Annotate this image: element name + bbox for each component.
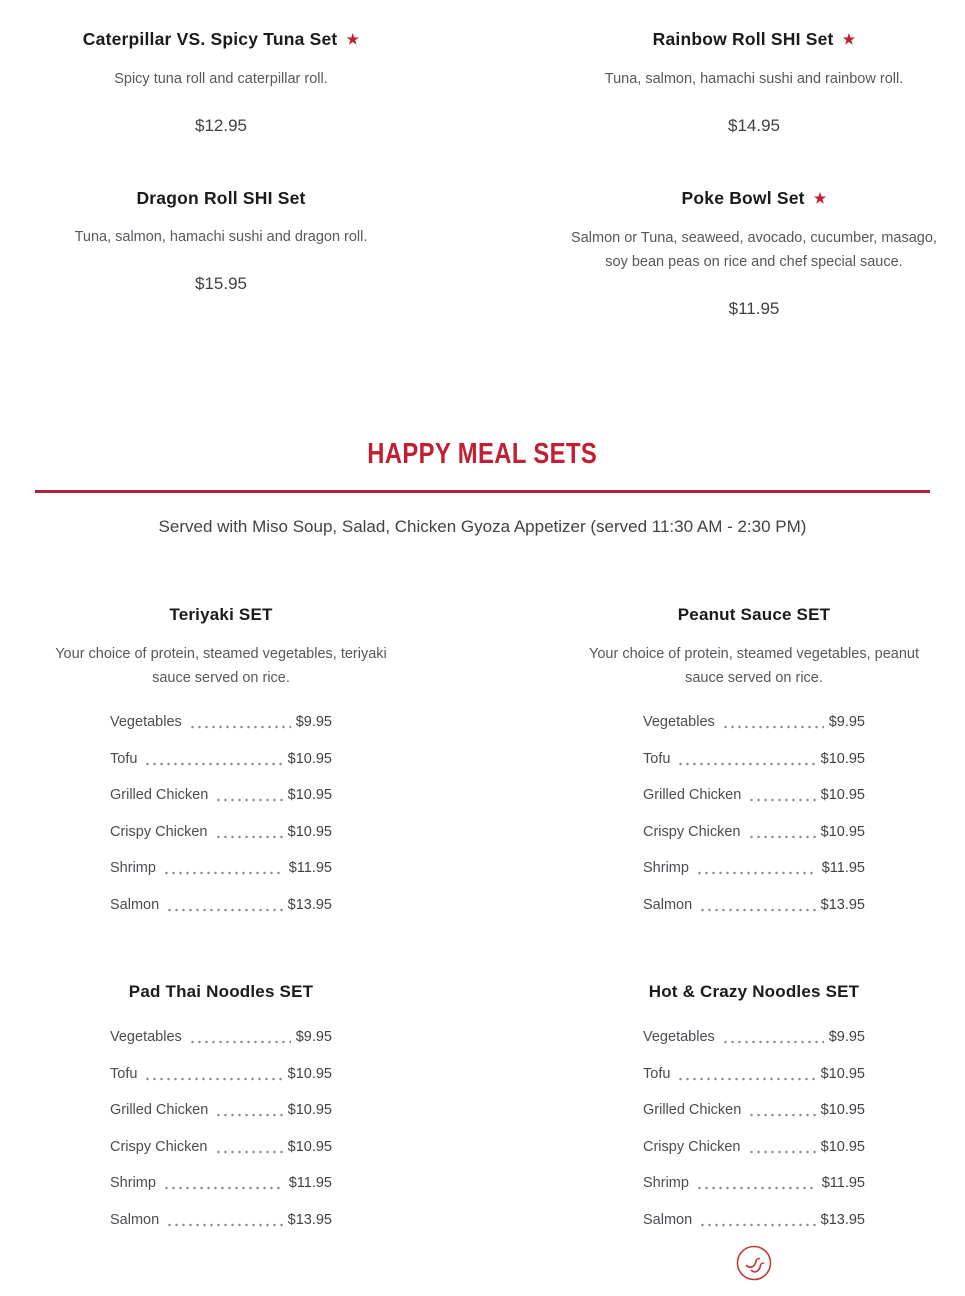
dotted-leader [748,835,816,839]
price-list-row [643,887,865,924]
menu-item-description: Tuna, salmon, hamachi sushi and dragon roll. [74,229,368,245]
menu-item-rainbow-roll-shi-set [559,26,949,139]
price-list-label: Crispy Chicken [110,1138,208,1155]
menu-item-title [559,26,949,53]
price-list-row [643,741,865,778]
dotted-leader [699,908,815,912]
menu-item-name: Dragon Roll SHI Set [136,188,306,208]
menu-item-name: Poke Bowl Set [681,188,805,208]
price-list-price: $10.95 [287,1102,332,1119]
price-list-label: Crispy Chicken [643,823,741,840]
price-list-row [110,1165,332,1202]
price-list-row [643,1202,865,1239]
dotted-leader [677,1077,815,1081]
set-peanut-sauce [559,602,949,923]
price-list-label: Grilled Chicken [110,1102,209,1119]
set-title: Hot & Crazy Noodles SET [648,982,860,1001]
price-list-label: Crispy Chicken [110,823,208,840]
price-list-price: $11.95 [821,1175,865,1192]
dotted-leader [166,908,282,912]
price-list-label: Tofu [110,1065,138,1082]
price-list-row [110,1202,332,1239]
price-list-row [643,1019,865,1056]
price-list-price: $11.95 [288,860,332,877]
section-title: HAPPY MEAL SETS [367,438,598,470]
set-description: Your choice of protein, steamed vegetables, teriyaki sauce served on rice. [55,646,387,686]
price-list [110,1019,332,1238]
menu-item-price: $12.95 [195,116,247,135]
price-list-price: $10.95 [287,750,332,767]
price-list-label: Vegetables [643,1029,715,1046]
price-list-row [643,814,865,851]
menu-item-name: Rainbow Roll SHI Set [652,29,834,49]
price-list-row [110,777,332,814]
menu-item-title [26,26,416,53]
price-list-price: $13.95 [820,1211,865,1228]
price-list-row [110,814,332,851]
chili-peppers-icon [735,1244,773,1282]
price-list [643,1019,865,1238]
menu-item-price: $11.95 [728,299,780,318]
star-icon: ★ [813,190,827,206]
price-list-label: Shrimp [643,860,689,877]
price-list-label: Salmon [643,896,693,913]
set-hot-and-crazy-noodles [559,979,949,1282]
price-list-row [110,1019,332,1056]
menu-item-description: Salmon or Tuna, seaweed, avocado, cucumber, masago, soy bean peas on rice and chef special sauce. [571,230,937,270]
price-list-label: Grilled Chicken [643,1102,742,1119]
price-list-price: $10.95 [287,1138,332,1155]
price-list-row [643,704,865,741]
price-list-row [643,1092,865,1129]
dotted-leader [144,1077,282,1081]
price-list [110,704,332,923]
set-teriyaki [26,602,416,923]
price-list-label: Grilled Chicken [110,787,209,804]
dotted-leader [189,1040,291,1044]
dotted-leader [189,725,291,729]
dotted-leader [722,725,824,729]
star-icon: ★ [346,31,360,47]
price-list-price: $9.95 [295,714,332,731]
set-title: Pad Thai Noodles SET [128,982,314,1001]
price-list-price: $13.95 [287,896,332,913]
price-list-row [110,704,332,741]
dotted-leader [215,798,282,802]
price-list-label: Vegetables [110,1029,182,1046]
section-subtitle: Served with Miso Soup, Salad, Chicken Gyoza Appetizer (served 11:30 AM - 2:30 PM) [158,517,807,536]
menu-item-poke-bowl-set [559,185,949,322]
set-pad-thai-noodles [26,979,416,1282]
featured-items-grid [0,26,965,368]
price-list-price: $10.95 [820,1102,865,1119]
price-list-label: Grilled Chicken [643,787,742,804]
price-list-price: $10.95 [287,1065,332,1082]
price-list-label: Tofu [643,750,671,767]
price-list-price: $10.95 [820,1065,865,1082]
price-list-row [110,1129,332,1166]
dotted-leader [748,1113,815,1117]
price-list-row [643,777,865,814]
menu-item-caterpillar-vs-spicy-tuna-set [26,26,416,139]
price-list-row [643,1165,865,1202]
price-list-row [110,850,332,887]
price-list-label: Vegetables [110,714,182,731]
price-list-row [110,741,332,778]
price-list-label: Tofu [110,750,138,767]
menu-item-price: $14.95 [728,116,780,135]
price-list-price: $10.95 [820,823,865,840]
price-list-label: Shrimp [643,1175,689,1192]
price-list-label: Vegetables [643,714,715,731]
menu-item-description: Spicy tuna roll and caterpillar roll. [114,71,328,87]
menu-item-dragon-roll-shi-set [26,185,416,322]
price-list [643,704,865,923]
price-list-label: Shrimp [110,1175,156,1192]
dotted-leader [215,1150,283,1154]
menu-item-title [559,185,949,212]
price-list-row [643,1056,865,1093]
dotted-leader [696,871,817,875]
price-list-price: $10.95 [287,787,332,804]
dotted-leader [215,835,283,839]
dotted-leader [748,798,815,802]
price-list-row [643,1129,865,1166]
price-list-price: $11.95 [288,1175,332,1192]
price-list-label: Crispy Chicken [643,1138,741,1155]
price-list-price: $10.95 [287,823,332,840]
menu-item-title [26,185,416,211]
dotted-leader [722,1040,824,1044]
price-list-price: $9.95 [828,714,865,731]
price-list-label: Tofu [643,1065,671,1082]
price-list-label: Salmon [110,1211,160,1228]
dotted-leader [163,1186,284,1190]
price-list-price: $10.95 [820,787,865,804]
price-list-row [110,887,332,924]
price-list-label: Salmon [110,896,160,913]
set-description: Your choice of protein, steamed vegetables, peanut sauce served on rice. [589,646,919,686]
star-icon: ★ [842,31,856,47]
price-list-label: Salmon [643,1211,693,1228]
price-list-row [110,1092,332,1129]
dotted-leader [677,762,815,766]
price-list-price: $9.95 [828,1029,865,1046]
dotted-leader [166,1223,282,1227]
dotted-leader [163,871,284,875]
price-list-price: $11.95 [821,860,865,877]
price-list-price: $10.95 [820,750,865,767]
price-list-price: $13.95 [287,1211,332,1228]
dotted-leader [699,1223,815,1227]
price-list-price: $13.95 [820,896,865,913]
menu-item-description: Tuna, salmon, hamachi sushi and rainbow roll. [604,71,904,87]
price-list-label: Shrimp [110,860,156,877]
price-list-row [643,850,865,887]
dotted-leader [215,1113,282,1117]
set-title: Teriyaki SET [169,605,273,624]
dotted-leader [748,1150,816,1154]
price-list-price: $10.95 [820,1138,865,1155]
menu-item-name: Caterpillar VS. Spicy Tuna Set [82,29,338,49]
menu-item-price: $15.95 [195,274,247,293]
happy-meal-sets-grid [0,602,965,1282]
section-divider [35,490,930,493]
dotted-leader [696,1186,817,1190]
set-title: Peanut Sauce SET [677,605,831,624]
dotted-leader [144,762,282,766]
price-list-price: $9.95 [295,1029,332,1046]
price-list-row [110,1056,332,1093]
